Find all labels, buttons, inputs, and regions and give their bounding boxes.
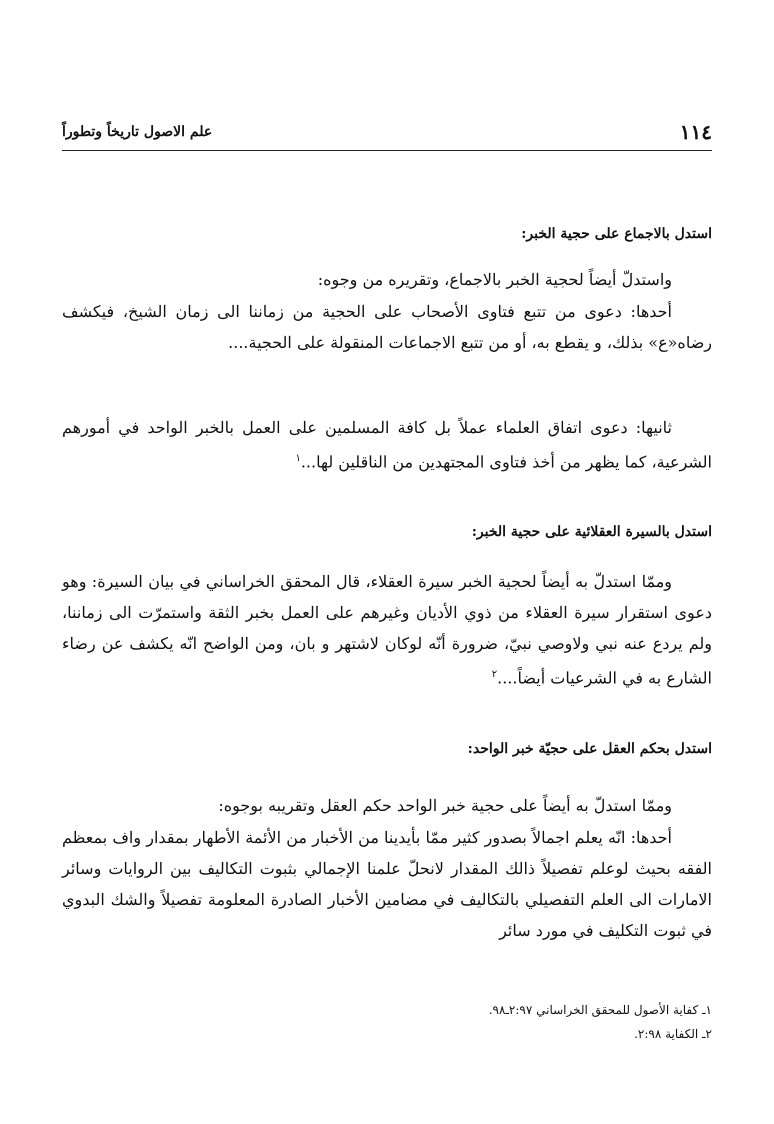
- paragraph: واستدلّ أيضاً لحجية الخبر بالاجماع، وتقريره من وجوه:: [317, 270, 672, 289]
- page-number: ١١٤: [679, 120, 712, 144]
- section-heading-reason: استدل بحكم العقل على حجيّة خبر الواحد:: [467, 741, 712, 757]
- paragraph: [62, 412, 712, 477]
- section-heading-rational-conduct: استدل بالسيرة العقلائية على حجية الخبر:: [471, 524, 712, 540]
- paragraph: أحدها: انّه يعلم اجمالاً بصدور كثير ممّا بأيدينا من الأخبار من الأئمة الأطهار بمقدار واف بمعظم الفقه بحيث لوعلم تفصيلاً ذالك المقدار لانحلّ علمنا الإجمالي بثبوت التكاليف بين الروايات وسائر الامارات الى العلم التفصيلي بالتكاليف في مضامين الأخبار الصادرة المعلومة تفصيلاً والشك البدوي في ثبوت التكليف في مورد سائر: [62, 828, 712, 940]
- book-page: [62, 100, 712, 1100]
- page-header: [62, 120, 712, 151]
- paragraph: [62, 566, 712, 693]
- section-heading-consensus: استدل بالاجماع على حجية الخبر:: [521, 226, 712, 242]
- footnote: ١ـ كفاية الأصول للمحقق الخراساني ٢:٩٧ـ٩٨.: [488, 1003, 712, 1017]
- footnote-marker: ١: [295, 453, 301, 464]
- footnote-marker: ٢: [491, 669, 498, 680]
- paragraph-text: وممّا استدلّ به أيضاً لحجية الخبر سيرة العقلاء، قال المحقق الخراساني في بيان السيرة: وهو دعوى استقرار سيرة العقلاء من ذوي الأديان وغيرهم على العمل بخبر الثقة واستمرّت الى زماننا، ولم يردع عنه نبي ولاوصي نبيّ، ضرورة أنّه لوكان لاشتهر و بان، ومن الواضح انّه يكشف عن رضاء الشارع به في الشرعيات أيضاً....: [62, 572, 712, 688]
- paragraph: وممّا استدلّ به أيضاً على حجية خبر الواحد حكم العقل وتقريبه بوجوه:: [218, 796, 672, 815]
- running-title: علم الاصول تاريخاً وتطوراً: [62, 124, 213, 140]
- footnote: ٢ـ الكفاية ٢:٩٨.: [634, 1027, 712, 1041]
- footnotes: [62, 998, 712, 1046]
- paragraph-text: ثانيها: دعوى اتفاق العلماء عملاً بل كافة المسلمين على العمل بالخبر الواحد في أمورهم الشرعية، كما يظهر من أخذ فتاوى المجتهدين من الناقلين لها...: [62, 418, 712, 472]
- paragraph: أحدها: دعوى من تتبع فتاوى الأصحاب على الحجية من زماننا الى زمان الشيخ، فيكشف رضاه«ع» بذلك، و يقطع به، أو من تتبع الاجماعات المنقولة على الحجية....: [62, 302, 712, 352]
